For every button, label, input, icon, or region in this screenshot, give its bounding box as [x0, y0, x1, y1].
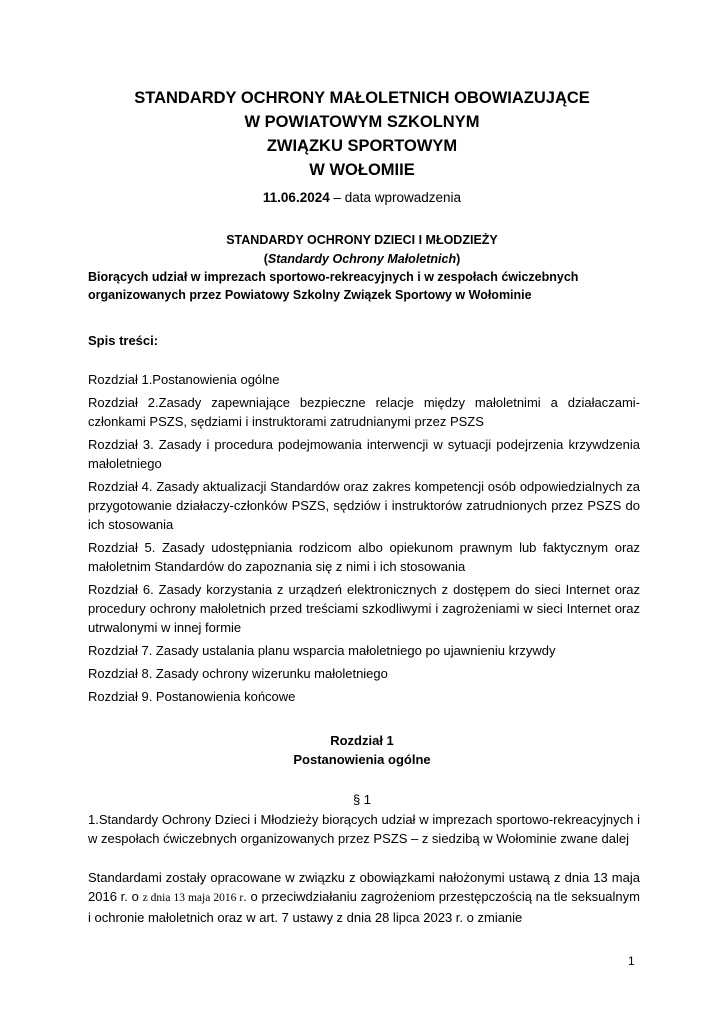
toc-item: Rozdział 4. Zasady aktualizacji Standardów oraz zakres kompetencji osób odpowiedzialnych za przygotowanie działaczy-członków PSZS, sędziów i instruktorów zatrudnionych przez PSZS do ich stosowania — [88, 479, 640, 532]
toc-item: Rozdział 2.Zasady zapewniające bezpieczne relacje między małoletnimi a działaczami-członkami PSZS, sędziami i instruktorami zatrudnianymi przez PSZS — [88, 395, 640, 429]
subtitle-line-4: organizowanych przez Powiatowy Szkolny Związek Sportowy w Wołominie — [88, 288, 532, 302]
subtitle-line-1: STANDARDY OCHRONY DZIECI I MŁODZIEŻY — [226, 233, 498, 247]
title-line: STANDARDY OCHRONY MAŁOLETNICH OBOWIAZUJĄCE — [134, 89, 590, 107]
toc-item: Rozdział 3. Zasady i procedura podejmowania interwencji w sytuacji podejrzenia krzywdzenia małoletniego — [88, 437, 640, 471]
page-number: 1 — [628, 954, 635, 968]
toc-item: Rozdział 9. Postanowienia końcowe — [88, 689, 296, 704]
paragraph-1: 1.Standardy Ochrony Dzieci i Młodzieży biorących udział w imprezach sportowo-rekreacyjnych i w zespołach ćwiczebnych organizowanych przez PSZS – z siedzibą w Wołominie zwane dalej — [88, 812, 640, 846]
toc-item: Rozdział 5. Zasady udostępniania rodzicom albo opiekunom prawnym lub faktycznym oraz małoletnim Standardów do zapoznania się z nimi i ich stosowania — [88, 540, 640, 574]
subtitle-line-3: Biorących udział w imprezach sportowo-rekreacyjnych i w zespołach ćwiczebnych — [88, 270, 579, 284]
title-line: W WOŁOMIIE — [309, 161, 415, 179]
toc-heading: Spis treści: — [88, 333, 159, 348]
document-title — [0, 86, 724, 182]
paragraph-2-text-b: . o przeciwdziałaniu zagrożeniom przestępczością na tle seksualnym i ochronie małoletnich oraz w art. 7 ustawy z dnia 28 lipca 2023 r. o zmianie — [88, 889, 640, 925]
paren-close: ) — [456, 252, 461, 266]
table-of-contents — [88, 370, 640, 710]
section-symbol: § 1 — [352, 792, 372, 807]
paragraph-2-serif: z dnia 13 maja 2016 r — [142, 892, 244, 904]
paragraph-2 — [88, 868, 640, 927]
chapter-subheading: Postanowienia ogólne — [293, 752, 431, 767]
subtitle-description — [88, 268, 640, 304]
introduction-date — [0, 190, 724, 205]
toc-item: Rozdział 8. Zasady ochrony wizerunku małoletniego — [88, 666, 388, 681]
toc-item: Rozdział 6. Zasady korzystania z urządzeń elektronicznych z dostępem do sieci Internet oraz procedury ochrony małoletnich przed treściami szkodliwymi i zagrożeniami w sieci Internet oraz utrwalonymi w innej formie — [88, 582, 640, 635]
title-line: W POWIATOWYM SZKOLNYM — [244, 113, 480, 131]
subtitle-line-2 — [0, 250, 724, 268]
chapter-heading: Rozdział 1 — [330, 733, 394, 748]
paren-open: ( — [263, 252, 268, 266]
paragraph-2-text-a: Standardami zostały opracowane w związku z obowiązkami nałożonymi ustawą z dnia 13 maja 2016 r. o — [88, 870, 640, 904]
toc-item: Rozdział 1.Postanowienia ogólne — [88, 372, 280, 387]
date-value: 11.06.2024 — [262, 190, 330, 205]
subtitle-italic: Standardy Ochrony Małoletnich — [267, 252, 457, 266]
title-line: ZWIĄZKU SPORTOWYM — [266, 137, 458, 155]
date-suffix: – data wprowadzenia — [329, 190, 462, 205]
toc-item: Rozdział 7. Zasady ustalania planu wsparcia małoletniego po ujawnieniu krzywdy — [88, 643, 556, 658]
